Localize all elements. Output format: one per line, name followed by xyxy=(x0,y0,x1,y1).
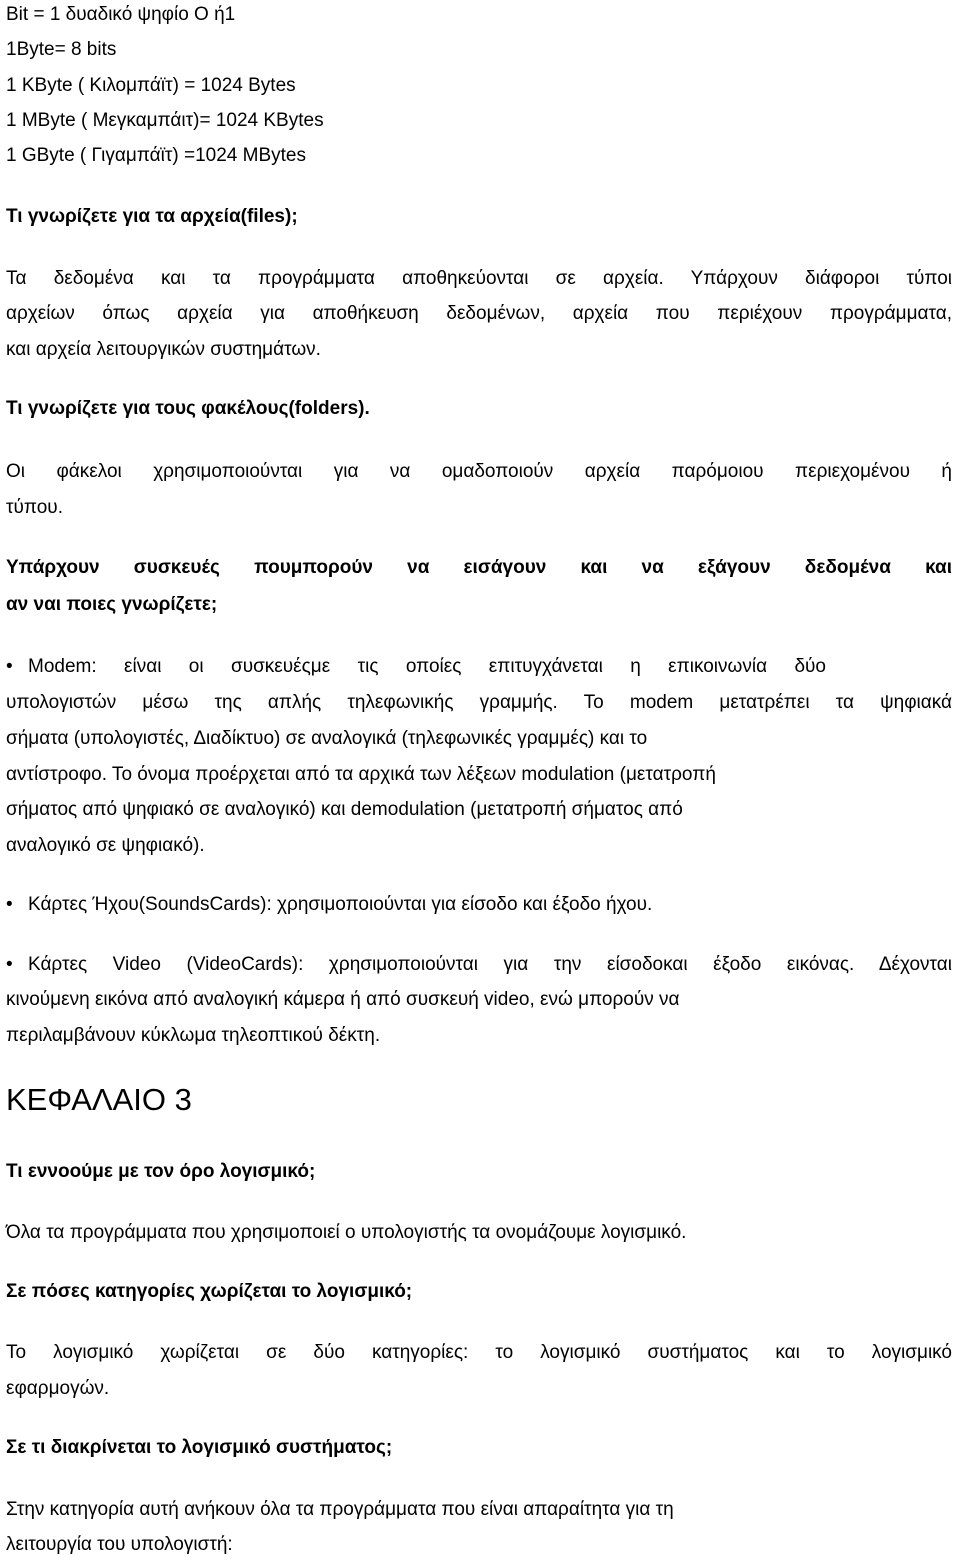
devices-heading-line: αν ναι ποιες γνωρίζετε; xyxy=(6,594,218,615)
unit-line-byte: 1Byte= 8 bits xyxy=(6,39,117,60)
unit-line-mbyte: 1 MByte ( Μεγκαμπάιτ)= 1024 KBytes xyxy=(6,110,324,131)
system-software-answer-line: λειτουργία του υπολογιστή: xyxy=(6,1534,233,1555)
modem-text-line: αναλογικό σε ψηφιακό). xyxy=(6,835,205,856)
devices-heading-line: Υπάρχουν συσκευές πουμπορούν να εισάγουν και να εξάγουν δεδομένα και xyxy=(6,557,952,578)
system-software-answer-line: Στην κατηγορία αυτή ανήκουν όλα τα προγράμματα που είναι απαραίτητα για τη xyxy=(6,1499,674,1520)
modem-text-line: Modem: είναι οι συσκευέςμε τις οποίες επιτυγχάνεται η επικοινωνία δύο xyxy=(28,656,826,677)
folders-heading: Τι γνωρίζετε για τους φακέλους(folders). xyxy=(6,398,370,419)
files-heading: Τι γνωρίζετε για τα αρχεία(files); xyxy=(6,206,298,227)
files-text-line: αρχείων όπως αρχεία για αποθήκευση δεδομένων, αρχεία που περιέχουν προγράμματα, xyxy=(6,303,952,324)
unit-line-kbyte: 1 KByte ( Κιλομπάϊτ) = 1024 Bytes xyxy=(6,75,296,96)
modem-text-line: υπολογιστών μέσω της απλής τηλεφωνικής γραμμής. Το modem μετατρέπει τα ψηφιακά xyxy=(6,692,952,713)
system-software-question: Σε τι διακρίνεται το λογισμικό συστήματος; xyxy=(6,1437,393,1458)
categories-answer-line: εφαρμογών. xyxy=(6,1378,110,1399)
videocard-bullet-item xyxy=(6,952,952,978)
files-text-line: και αρχεία λειτουργικών συστημάτων. xyxy=(6,339,321,360)
files-text-line: Τα δεδομένα και τα προγράμματα αποθηκεύονται σε αρχεία. Υπάρχουν διάφοροι τύποι xyxy=(6,268,952,289)
software-answer: Όλα τα προγράμματα που χρησιμοποιεί ο υπολογιστής τα ονομάζουμε λογισμικό. xyxy=(6,1222,687,1243)
folders-text-line: Οι φάκελοι χρησιμοποιούνται για να ομαδοποιούν αρχεία παρόμοιου περιεχομένου ή xyxy=(6,461,952,482)
videocard-text-line: Κάρτες Video (VideoCards): χρησιμοποιούνται για την είσοδοκαι έξοδο εικόνας. Δέχονται xyxy=(28,954,952,975)
categories-question: Σε πόσες κατηγορίες χωρίζεται το λογισμικό; xyxy=(6,1281,413,1302)
folders-text-line: τύπου. xyxy=(6,497,63,518)
videocard-text-line: περιλαμβάνουν κύκλωμα τηλεοπτικού δέκτη. xyxy=(6,1025,381,1046)
unit-line-bit: Bit = 1 δυαδικό ψηφίο Ο ή1 xyxy=(6,4,236,25)
software-question: Τι εννοούμε με τον όρο λογισμικό; xyxy=(6,1161,316,1182)
modem-text-line: σήματα (υπολογιστές, Διαδίκτυο) σε αναλογικά (τηλεφωνικές γραμμές) και το xyxy=(6,728,648,749)
modem-text-line: αντίστροφο. Το όνομα προέρχεται από τα αρχικά των λέξεων modulation (μετατροπή xyxy=(6,764,716,785)
chapter-title: ΚΕΦΑΛΑΙΟ 3 xyxy=(6,1082,192,1117)
categories-answer-line: Το λογισμικό χωρίζεται σε δύο κατηγορίες: το λογισμικό συστήματος και το λογισμικό xyxy=(6,1342,952,1363)
bullet-icon: • xyxy=(6,954,13,975)
videocard-text-line: κινούμενη εικόνα από αναλογική κάμερα ή από συσκευή video, ενώ μπορούν να xyxy=(6,989,680,1010)
soundcard-bullet-item xyxy=(6,892,952,918)
unit-line-gbyte: 1 GByte ( Γιγαμπάϊτ) =1024 MBytes xyxy=(6,145,306,166)
bullet-icon: • xyxy=(6,894,13,915)
modem-bullet-item xyxy=(6,654,952,680)
bullet-icon: • xyxy=(6,656,13,677)
modem-text-line: σήματος από ψηφιακό σε αναλογικό) και demodulation (μετατροπή σήματος από xyxy=(6,799,683,820)
soundcard-text: Κάρτες Ήχου(SoundsCards): χρησιμοποιούνται για είσοδο και έξοδο ήχου. xyxy=(28,894,653,915)
